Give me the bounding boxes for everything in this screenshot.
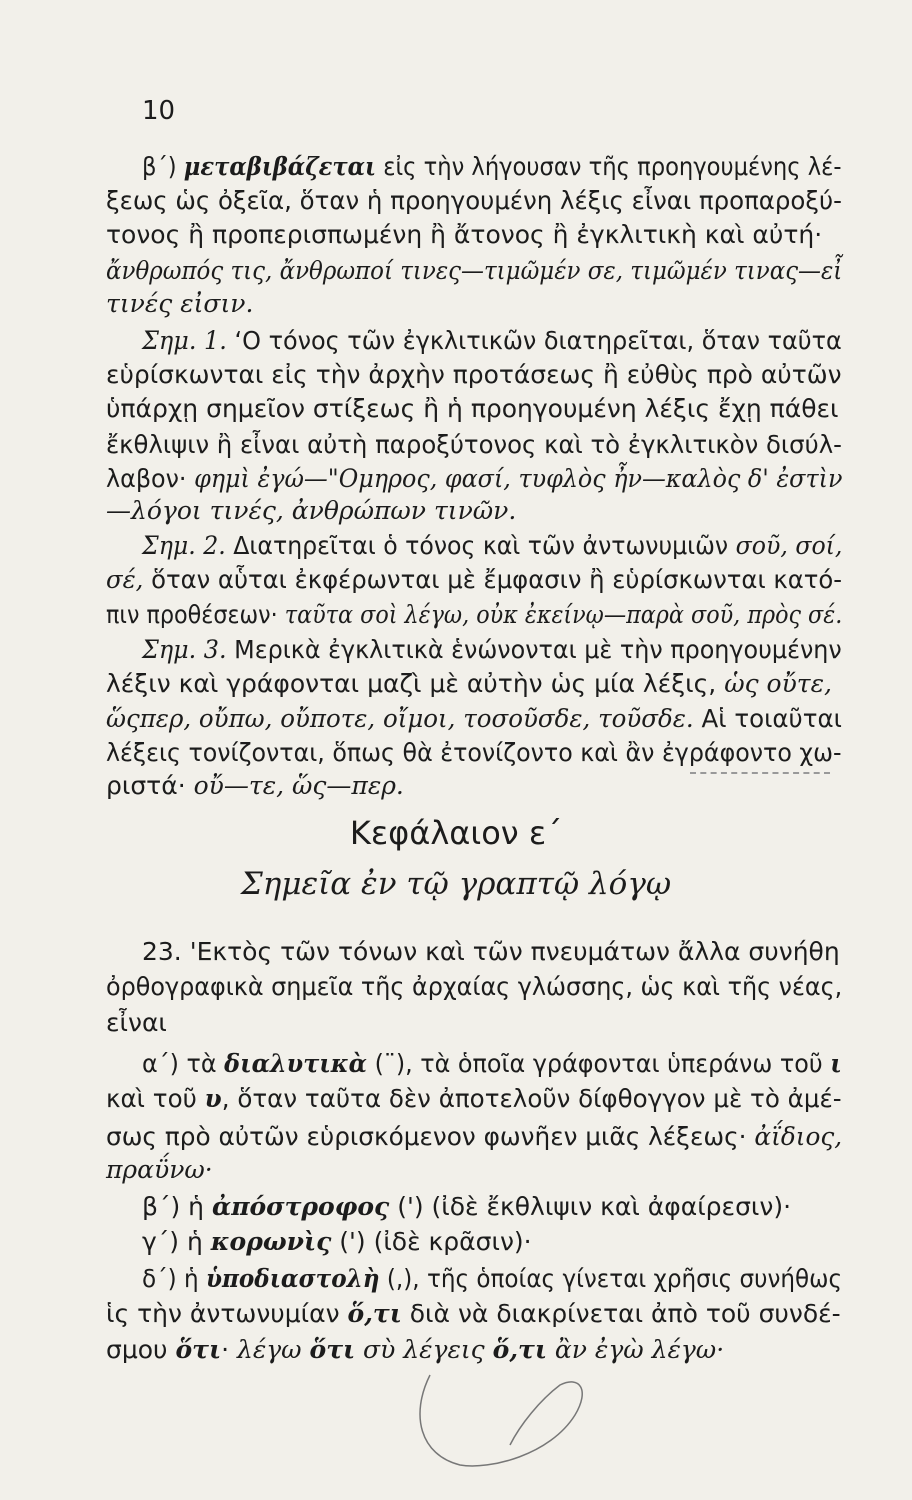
text-segment: , ὅταν ταῦτα δὲν ἀποτελοῦν δίφθογγον μὲ τὸ ἀμέ- xyxy=(221,1084,842,1113)
text-segment: πιν προθέσεων· xyxy=(106,600,285,629)
text-segment: διαλυτικὰ xyxy=(224,1049,368,1078)
text-segment: ὅτι xyxy=(175,1335,222,1364)
text-line xyxy=(106,1082,842,1116)
chapter-title: Κεφάλαιον ε΄ xyxy=(349,814,563,852)
text-line xyxy=(106,428,842,462)
text-segment: ἂν ἐγὼ λέγω· xyxy=(546,1335,725,1364)
text-segment: Σημ. 3. xyxy=(142,635,227,664)
text-line xyxy=(106,598,842,632)
text-line xyxy=(142,529,842,563)
text-line xyxy=(106,702,842,736)
text-segment: ἔκθλιψιν ἢ εἶναι αὐτὴ παροξύτονος καὶ τὸ ἐγκλιτικὸν δισύλ- xyxy=(106,430,842,459)
text-segment: κορωνὶς xyxy=(210,1227,332,1256)
text-segment: ξεως ὡς ὀξεῖα, ὅταν ἡ προηγουμένη λέξις εἶναι προπαροξύ- xyxy=(106,186,842,215)
text-segment: Σημ. 1. xyxy=(142,326,227,355)
text-line xyxy=(106,667,832,701)
text-segment: εὑρίσκωνται εἰς τὴν ἀρχὴν προτάσεως ἢ εὐθὺς πρὸ αὐτῶν xyxy=(106,360,842,389)
text-segment: ‘Ο τόνος τῶν ἐγκλιτικῶν διατηρεῖται, ὅταν ταῦτα xyxy=(226,326,842,355)
text-segment: ὀρθογραφικὰ σημεῖα τῆς ἀρχαίας γλώσσης, ὡς καὶ τῆς νέας, xyxy=(106,972,843,1001)
text-line xyxy=(142,1190,791,1224)
text-segment: εἶναι xyxy=(106,1008,167,1037)
text-line xyxy=(142,1225,532,1259)
text-line xyxy=(106,1006,167,1040)
text-segment: Σημ. 2. xyxy=(142,531,226,560)
text-segment: δ΄) ἡ xyxy=(142,1264,206,1293)
text-line xyxy=(106,1153,213,1187)
text-segment: ἀπόστροφος xyxy=(211,1192,390,1221)
text-segment: ὅ,τι xyxy=(347,1299,402,1328)
text-segment: ἀΐδιος, xyxy=(754,1122,843,1151)
text-segment: (') (ἰδὲ ἔκθλιψιν καὶ ἀφαίρεσιν)· xyxy=(389,1192,792,1221)
text-segment: ὅταν αὗται ἐκφέρωνται μὲ ἔμφασιν ἢ εὑρίσκωνται κατό- xyxy=(143,565,843,594)
text-segment: (,), τῆς ὁποίας γίνεται χρῆσις συνήθως xyxy=(379,1264,843,1293)
text-line xyxy=(142,150,842,184)
text-segment: διὰ νὰ διακρίνεται ἀπὸ τοῦ συνδέ- xyxy=(401,1299,841,1328)
page-number: 10 xyxy=(142,96,176,126)
text-segment: α΄) τὰ xyxy=(142,1049,225,1078)
text-segment: φημὶ ἐγώ—"Ομηρος, φασί, τυφλὸς ἦν—καλὸς δ' ἐστὶν xyxy=(194,464,843,493)
text-line xyxy=(142,935,840,969)
text-segment: β΄) xyxy=(142,152,184,181)
text-line xyxy=(106,392,838,426)
text-segment: ἄνθρωπός τις, ἄνθρωποί τινες—τιμῶμέν σε, τιμῶμέν τινας—εἶ xyxy=(106,256,843,285)
text-segment: μεταβιβάζεται xyxy=(183,152,377,181)
pen-scribble xyxy=(400,1355,600,1475)
text-line xyxy=(142,1047,842,1081)
text-segment: · xyxy=(221,1335,237,1364)
text-segment: τινές εἰσιν. xyxy=(106,289,254,318)
text-segment: β΄) ἡ xyxy=(142,1192,212,1221)
text-segment: ὅ,τι xyxy=(492,1335,547,1364)
text-line xyxy=(106,769,404,803)
text-segment: εἰς τὴν λήγουσαν τῆς προηγουμένης λέ- xyxy=(376,152,842,181)
text-segment: ριστά· xyxy=(106,771,194,800)
text-line xyxy=(106,462,842,496)
text-line xyxy=(142,324,842,358)
text-segment: (¨), τὰ ὁποῖα γράφονται ὑπεράνω τοῦ xyxy=(367,1049,831,1078)
text-segment: —λόγοι τινές, ἀνθρώπων τινῶν. xyxy=(106,496,517,525)
text-line xyxy=(106,358,842,392)
text-segment: ὑποδιαστολὴ xyxy=(205,1264,380,1293)
text-line xyxy=(106,736,842,770)
text-line xyxy=(142,1262,842,1296)
text-segment: Μερικὰ ἐγκλιτικὰ ἑνώνονται μὲ τὴν προηγουμένην xyxy=(226,635,842,664)
text-line xyxy=(106,970,842,1004)
text-line xyxy=(106,563,842,597)
text-line xyxy=(106,218,822,252)
text-segment: οὔ—τε, ὥς—περ. xyxy=(193,771,404,800)
text-segment: πραΰνω· xyxy=(106,1155,213,1184)
text-segment: καὶ τοῦ xyxy=(106,1084,205,1113)
text-segment: 23. 'Εκτὸς τῶν τόνων καὶ τῶν πνευμάτων ἄλλα συνήθη xyxy=(142,937,840,966)
text-segment: σοῦ, σοί, xyxy=(735,531,843,560)
text-segment: λέξεις τονίζονται, ὅπως θὰ ἐτονίζοντο καὶ ἂν ἐγράφοντο χω- xyxy=(106,738,842,767)
text-line xyxy=(106,1297,841,1331)
text-segment: σως πρὸ αὐτῶν εὑρισκόμενον φωνῆεν μιᾶς λέξεως· xyxy=(106,1122,755,1151)
section-title: Σημεῖα ἐν τῷ γραπτῷ λόγῳ xyxy=(240,866,672,902)
text-segment: ὥςπερ, οὔπω, οὔποτε, οἴμοι, τοσοῦσδε, τοῦσδε. xyxy=(106,704,694,733)
text-segment: Αἱ τοιαῦται xyxy=(693,704,842,733)
text-segment: ταῦτα σοὶ λέγω, οὐκ ἐκείνῳ—παρὰ σοῦ, πρὸς σέ. xyxy=(284,600,843,629)
divider-line xyxy=(690,772,830,774)
text-segment: ἱς τὴν ἀντωνυμίαν xyxy=(106,1299,348,1328)
text-segment: λαβον· xyxy=(106,464,195,493)
text-segment: υ xyxy=(204,1084,222,1113)
text-line xyxy=(106,1120,842,1154)
text-segment: τονος ἢ προπερισπωμένη ἢ ἄτονος ἢ ἐγκλιτικὴ καὶ αὐτή· xyxy=(106,220,823,249)
text-segment: Διατηρεῖται ὁ τόνος καὶ τῶν ἀντωνυμιῶν xyxy=(225,531,736,560)
text-line xyxy=(106,494,516,528)
text-segment: γ΄) ἡ xyxy=(142,1227,211,1256)
text-line xyxy=(106,287,253,321)
text-line xyxy=(106,184,842,218)
text-segment: λέξιν καὶ γράφονται μαζὶ μὲ αὐτὴν ὡς μία λέξις, xyxy=(106,669,725,698)
text-segment: (') (ἰδὲ κρᾶσιν)· xyxy=(331,1227,532,1256)
text-line xyxy=(142,633,842,667)
text-segment: ὅτι xyxy=(309,1335,356,1364)
text-segment: ὡς οὔτε, xyxy=(724,669,832,698)
text-segment: σὺ λέγεις xyxy=(355,1335,493,1364)
text-segment: σμου xyxy=(106,1335,176,1364)
text-segment: ὑπάρχῃ σημεῖον στίξεως ἢ ἡ προηγουμένη λέξις ἔχῃ πάθει xyxy=(106,394,839,423)
text-line xyxy=(106,254,842,288)
text-segment: ι xyxy=(830,1049,842,1078)
text-segment: σέ, xyxy=(106,565,144,594)
text-segment: λέγω xyxy=(236,1335,310,1364)
